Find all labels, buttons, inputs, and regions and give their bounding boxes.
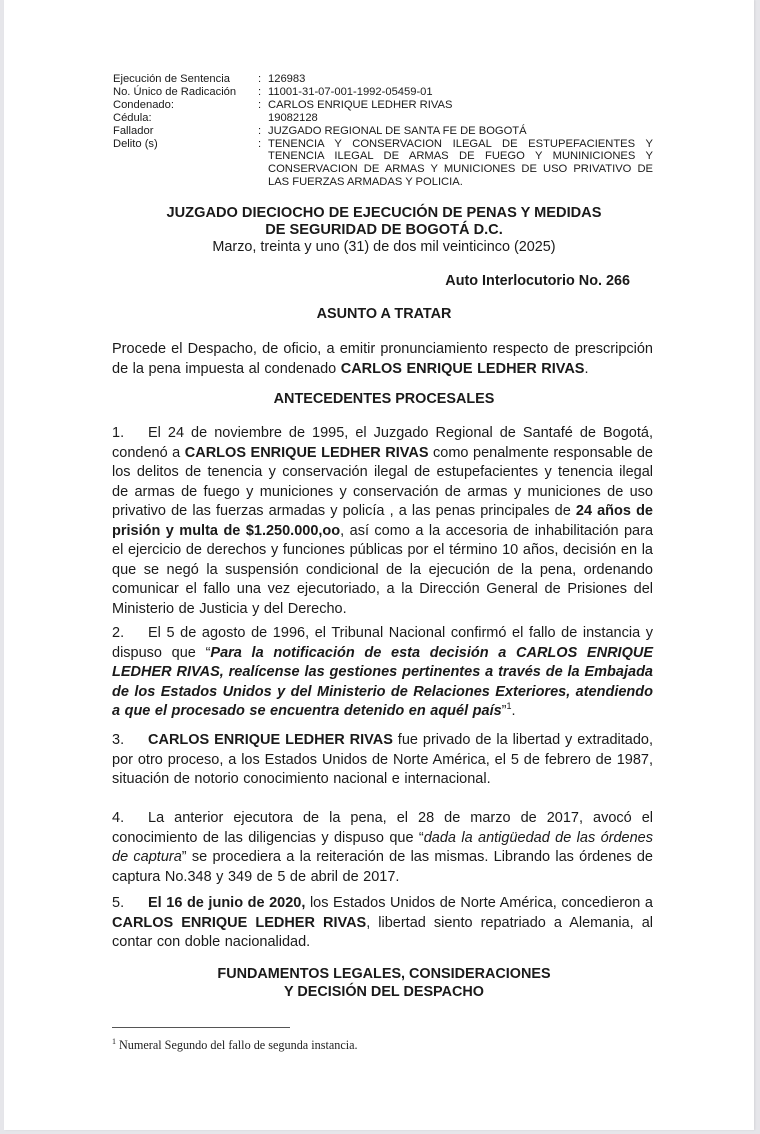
header-row-cedula: [113, 112, 653, 125]
header-value: TENENCIA Y CONSERVACION ILEGAL DE ESTUPEFACIENTES Y TENENCIA ILEGAL DE ARMAS DE FUEGO Y MUNINICIONES Y CONSERVACION DE ARMAS Y MUNICIONES DE USO PRIVATIVO DE LAS FUERZAS ARMADAS Y POLICIA.: [268, 137, 653, 189]
quoted-text: dada la antigüedad de las órdenes de captura: [112, 829, 653, 865]
item-text: como penalmente responsable de los delitos de tenencia y conservación ilegal de estupefacientes y tenencia ilegal de armas de fuego y municiones y conservación de armas y municiones de uso privativo de las fuerzas armadas y policía , a las penas principales de: [112, 444, 653, 519]
item-text: .: [511, 703, 516, 719]
asunto-text: Procede el Despacho, de oficio, a emitir pronunciamiento respecto de prescripción de la pena impuesta al condenado: [112, 341, 653, 377]
header-colon: [258, 112, 268, 125]
item-number: 1.: [112, 425, 125, 441]
court-title-line2: DE SEGURIDAD DE BOGOTÁ D.C.: [265, 222, 503, 238]
header-row-ejecucion: [113, 73, 653, 86]
header-label: Ejecución de Sentencia: [113, 73, 230, 85]
footnote-mark: 1: [112, 1037, 116, 1046]
header-colon: :: [258, 98, 262, 111]
asunto-end: .: [584, 360, 589, 377]
header-value: CARLOS ENRIQUE LEDHER RIVAS: [268, 98, 453, 111]
item-number: 3.: [112, 732, 125, 748]
header-value: 19082128: [268, 111, 318, 124]
header-colon: :: [258, 73, 262, 85]
release-date: El 16 de junio de 2020,: [148, 895, 306, 911]
court-date: Marzo, treinta y uno (31) de dos mil veinticinco (2025): [212, 239, 556, 255]
auto-number: Auto Interlocutorio No. 266: [445, 273, 630, 289]
header-row-delitos: [113, 138, 653, 190]
sentence-penalty: 24 años de prisión y multa de $1.250.000,oo: [112, 503, 653, 539]
footnote-text: Numeral Segundo del fallo de segunda instancia.: [119, 1038, 358, 1053]
condenado-name: CARLOS ENRIQUE LEDHER RIVAS: [148, 732, 393, 748]
section-heading-fundamentos: [110, 965, 658, 1001]
header-label: Delito (s): [113, 137, 158, 150]
header-colon: :: [258, 85, 262, 98]
item-text: ”: [501, 703, 507, 719]
item-text: ” se procediera a la reiteración de las mismas. Librando las órdenes de captura No.348 y 349 de 5 de abril de 2017.: [112, 849, 653, 885]
court-title: [110, 205, 658, 239]
condenado-name: CARLOS ENRIQUE LEDHER RIVAS: [184, 444, 429, 461]
condenado-name: CARLOS ENRIQUE LEDHER RIVAS: [112, 914, 367, 931]
asunto-paragraph: [112, 340, 653, 379]
court-title-line1: JUZGADO DIECIOCHO DE EJECUCIÓN DE PENAS Y MEDIDAS: [166, 205, 602, 221]
header-label: Cédula:: [113, 111, 152, 124]
item-text: , así como a la accesoria de inhabilitación para el ejercicio de derechos y funciones públicas por el término 10 años, decisión en la que se negó la suspensión condicional de la ejecución de la pena, ordenando comunicar el fallo una vez ejecutoriado, a la Dirección General de Prisiones del Ministerio de Justicia y del Derecho.: [112, 522, 654, 617]
document-page: [4, 0, 754, 1130]
header-row-condenado: [113, 99, 653, 112]
antecedente-item-2: [112, 624, 653, 722]
item-text: La anterior ejecutora de la pena, el 28 de marzo de 2017, avocó el conocimiento de las diligencias y dispuso que “: [112, 810, 653, 846]
header-colon: :: [258, 137, 262, 150]
quoted-ruling: Para la notificación de esta decisión a CARLOS ENRIQUE LEDHER RIVAS, realícense las gestiones pertinentes a través de la Embajada de los Estados Unidos y del Ministerio de Relaciones Exteriores, atendiendo a que el procesado se encuentra detenido en aquél país: [112, 644, 653, 719]
footnote-divider: [112, 1027, 290, 1028]
item-text: El 24 de noviembre de 1995, el Juzgado Regional de Santafé de Bogotá, condenó a: [112, 425, 653, 461]
footnote-1: [112, 1035, 358, 1052]
item-text: El 5 de agosto de 1996, el Tribunal Nacional confirmó el fallo de instancia y dispuso que “: [112, 625, 653, 661]
antecedente-item-5: [112, 894, 653, 953]
item-number: 2.: [112, 625, 125, 641]
item-number: 4.: [112, 810, 125, 826]
header-value: 126983: [268, 73, 306, 85]
condenado-name: CARLOS ENRIQUE LEDHER RIVAS: [340, 360, 585, 377]
header-label: Condenado:: [113, 98, 174, 111]
header-label: No. Único de Radicación: [113, 85, 237, 98]
item-number: 5.: [112, 895, 125, 911]
header-label: Fallador: [113, 124, 154, 137]
item-text: , libertad siento repatriado a Alemania, al contar con doble nacionalidad.: [112, 914, 653, 950]
header-value: 11001-31-07-001-1992-05459-01: [268, 85, 433, 98]
section-heading-antecedentes: ANTECEDENTES PROCESALES: [273, 391, 495, 407]
fundamentos-heading-line2: Y DECISIÓN DEL DESPACHO: [284, 984, 484, 1000]
fundamentos-heading-line1: FUNDAMENTOS LEGALES, CONSIDERACIONES: [217, 966, 551, 982]
header-colon: :: [258, 124, 262, 137]
header-row-fallador: [113, 125, 653, 138]
antecedente-item-3: [112, 731, 653, 790]
item-text: los Estados Unidos de Norte América, concedieron a: [305, 895, 653, 911]
item-text: fue privado de la libertad y extraditado, por otro proceso, a los Estados Unidos de Norte América, el 5 de febrero de 1987, situación de notorio conocimiento nacional e internacional.: [112, 732, 653, 787]
section-heading-asunto: ASUNTO A TRATAR: [316, 306, 452, 322]
header-row-radicacion: [113, 86, 653, 99]
footnote-ref[interactable]: 1: [506, 701, 512, 712]
antecedente-item-4: [112, 809, 653, 887]
case-header-table: [113, 73, 653, 189]
antecedente-item-1: [112, 424, 653, 619]
header-value: JUZGADO REGIONAL DE SANTA FE DE BOGOTÁ: [268, 124, 527, 137]
